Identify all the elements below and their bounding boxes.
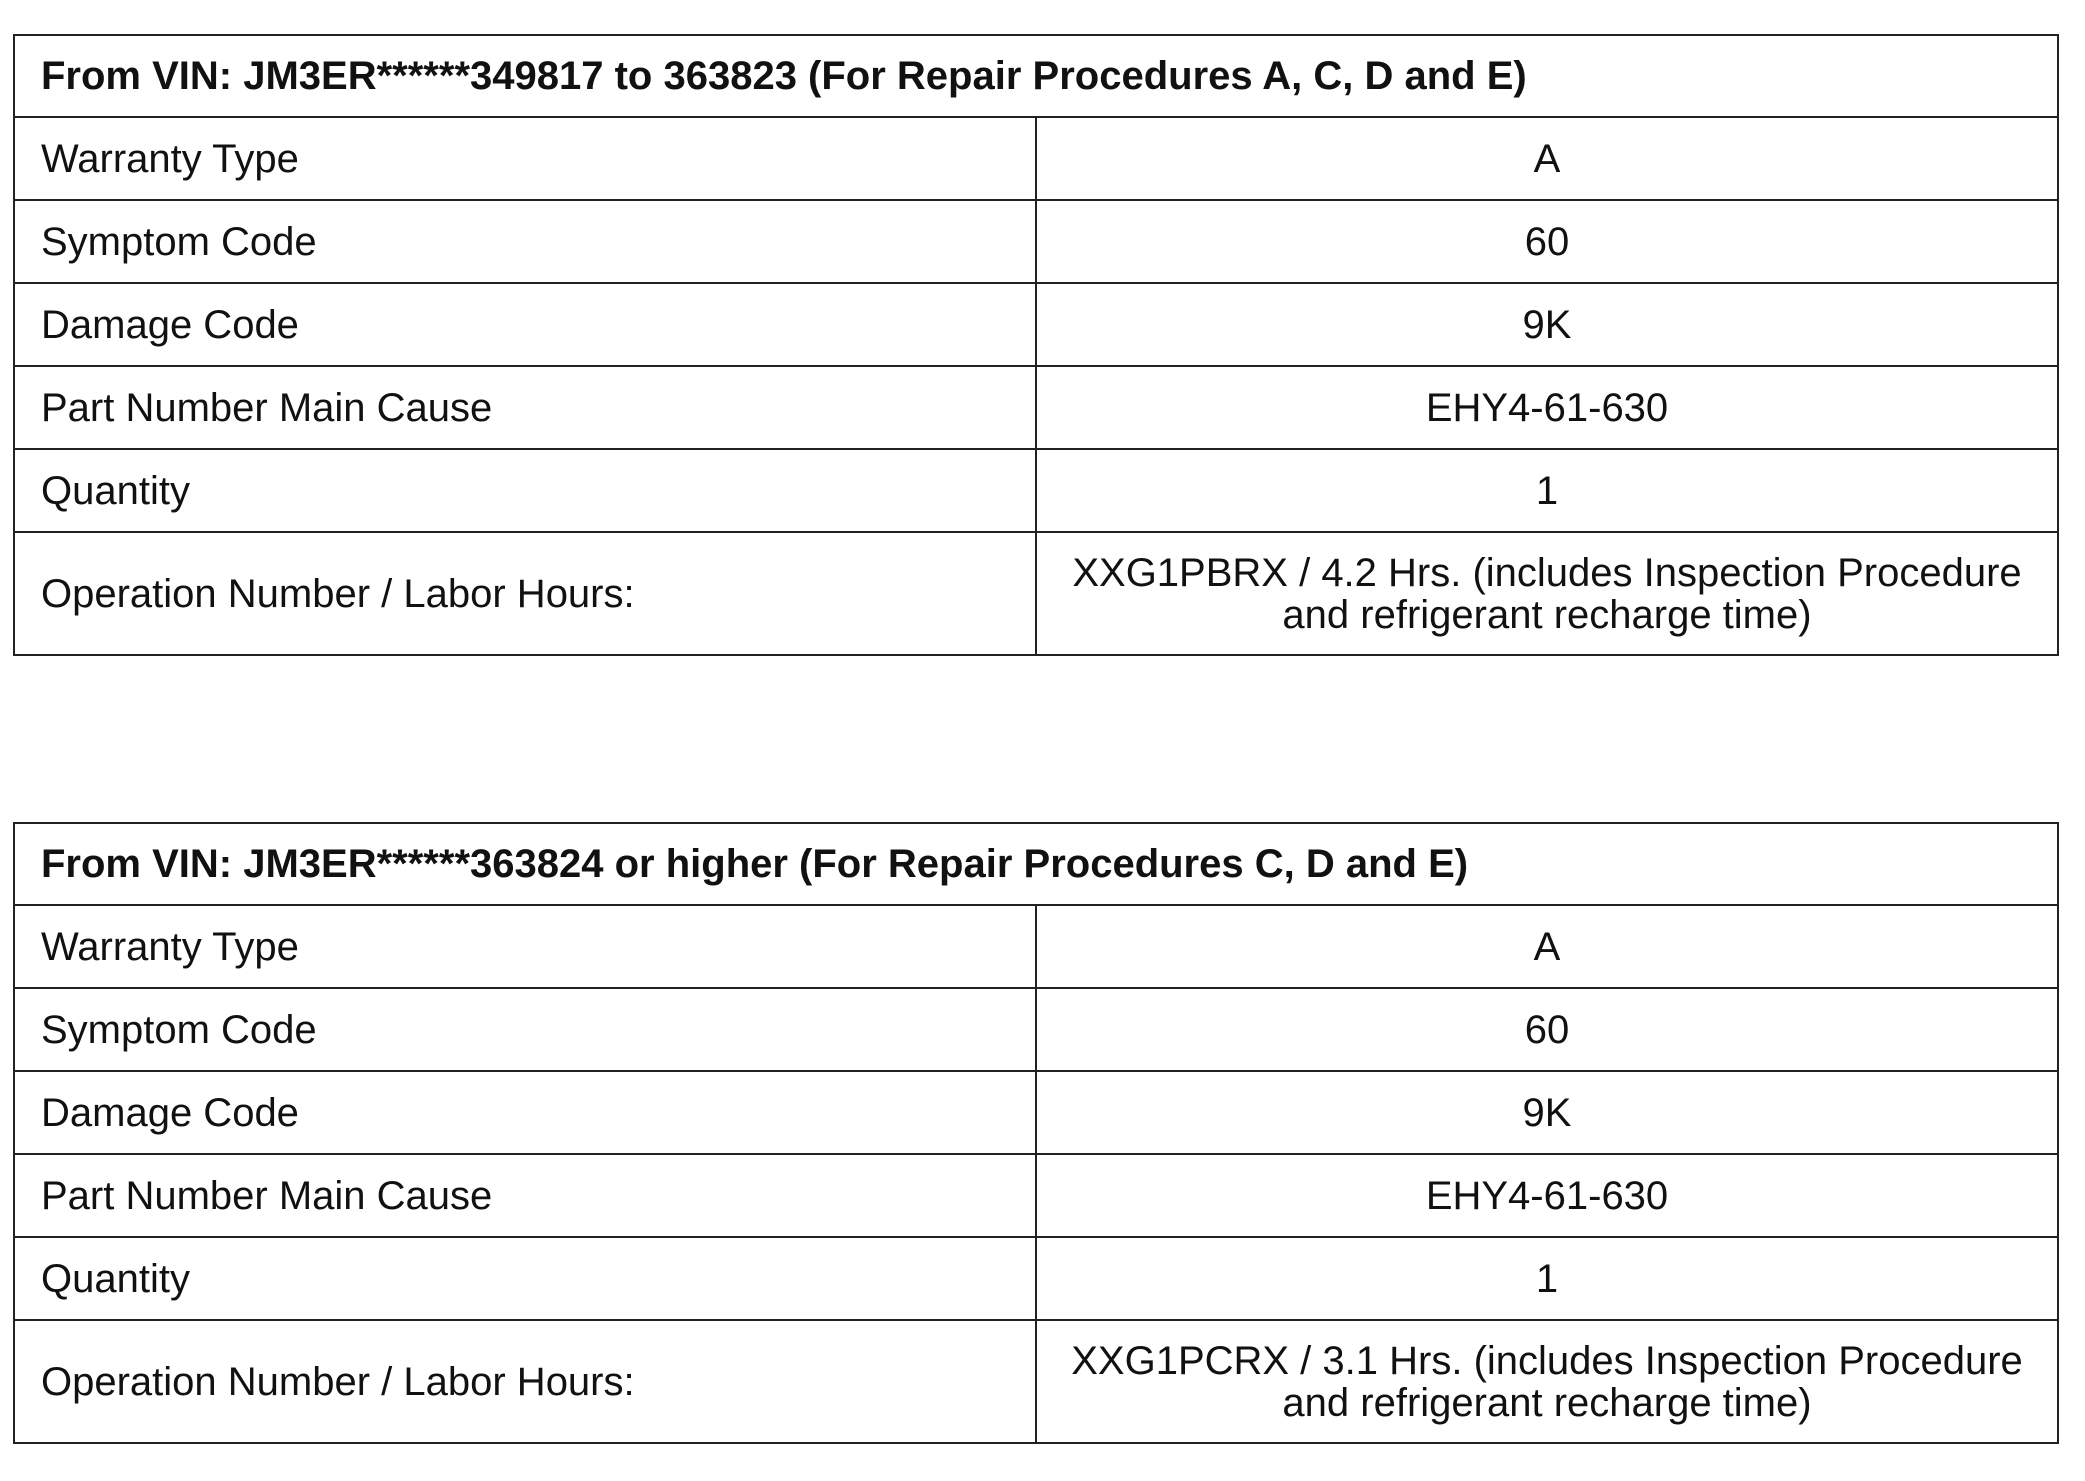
symptom-code-value: 60 [1036,988,2058,1071]
table-row [14,905,2058,988]
table-row [14,1320,2058,1443]
table-header-row [14,823,2058,905]
operation-number-label: Operation Number / Labor Hours: [14,1320,1036,1443]
symptom-code-label: Symptom Code [14,988,1036,1071]
table-row [14,1154,2058,1237]
operation-number-value: XXG1PCRX / 3.1 Hrs. (includes Inspection Procedure and refrigerant recharge time) [1036,1320,2058,1443]
table-row [14,200,2058,283]
part-number-value: EHY4-61-630 [1036,1154,2058,1237]
warranty-type-value: A [1036,905,2058,988]
symptom-code-label: Symptom Code [14,200,1036,283]
part-number-label: Part Number Main Cause [14,1154,1036,1237]
quantity-value: 1 [1036,449,2058,532]
table-header-row [14,35,2058,117]
table-row [14,1071,2058,1154]
damage-code-value: 9K [1036,283,2058,366]
table-row [14,532,2058,655]
table-header: From VIN: JM3ER******363824 or higher (For Repair Procedures C, D and E) [14,823,2058,905]
table-row [14,988,2058,1071]
table-row [14,366,2058,449]
symptom-code-value: 60 [1036,200,2058,283]
table-row [14,117,2058,200]
damage-code-value: 9K [1036,1071,2058,1154]
quantity-label: Quantity [14,1237,1036,1320]
damage-code-label: Damage Code [14,283,1036,366]
warranty-table-vin-range-2 [13,822,2059,1444]
part-number-value: EHY4-61-630 [1036,366,2058,449]
quantity-value: 1 [1036,1237,2058,1320]
table-row [14,1237,2058,1320]
warranty-type-label: Warranty Type [14,117,1036,200]
warranty-type-label: Warranty Type [14,905,1036,988]
operation-number-value: XXG1PBRX / 4.2 Hrs. (includes Inspection Procedure and refrigerant recharge time) [1036,532,2058,655]
part-number-label: Part Number Main Cause [14,366,1036,449]
operation-number-label: Operation Number / Labor Hours: [14,532,1036,655]
damage-code-label: Damage Code [14,1071,1036,1154]
quantity-label: Quantity [14,449,1036,532]
warranty-table-vin-range-1 [13,34,2059,656]
table-row [14,449,2058,532]
warranty-type-value: A [1036,117,2058,200]
table-header: From VIN: JM3ER******349817 to 363823 (For Repair Procedures A, C, D and E) [14,35,2058,117]
table-row [14,283,2058,366]
